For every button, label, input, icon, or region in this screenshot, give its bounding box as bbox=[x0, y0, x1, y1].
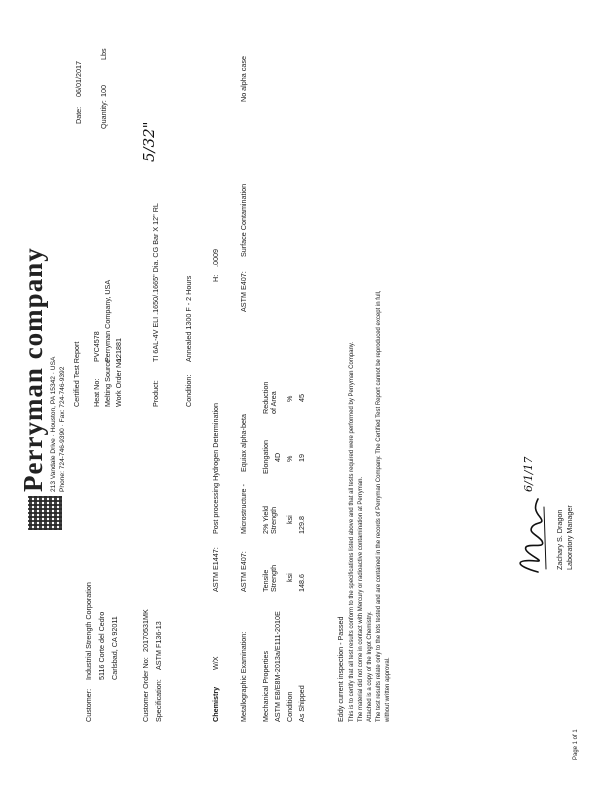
table-header: Reduction of Area bbox=[261, 381, 278, 414]
quantity-value: 100 bbox=[99, 85, 108, 97]
signature-image bbox=[508, 487, 558, 577]
chemistry-astm-label: ASTM E1447: bbox=[211, 547, 220, 592]
table-cell: 129.8 bbox=[297, 516, 306, 534]
table-header: Elongation bbox=[261, 440, 270, 474]
handwritten-size-note: 5/32" bbox=[140, 121, 158, 162]
surface-astm-label: ASTM E407: bbox=[239, 271, 248, 312]
approval-note: without written approval. bbox=[385, 657, 391, 722]
mechanical-label: Mechanical Properties bbox=[261, 650, 270, 722]
metallographic-astm-label: ASTM E407: bbox=[239, 551, 248, 592]
table-header: Tensile Strength bbox=[261, 564, 278, 592]
customer-order-value: 20170531MK bbox=[141, 609, 150, 652]
table-header: 2% Yield Strength bbox=[261, 506, 278, 534]
date-value: 06/01/2017 bbox=[74, 61, 83, 97]
table-unit: ksi bbox=[285, 515, 294, 524]
ingot-chemistry-note: Attached is a copy of the Ingot Chemistry. bbox=[367, 611, 373, 722]
specification-label: Specification: bbox=[154, 679, 163, 722]
table-cell: 148.6 bbox=[297, 574, 306, 592]
hydrogen-determination: Post processing Hydrogen Determination bbox=[211, 402, 220, 534]
customer-label: Customer: bbox=[84, 688, 93, 722]
hydrogen-value: .0009 bbox=[211, 249, 220, 267]
chemistry-method: W/X bbox=[211, 656, 220, 670]
condition-value: Annealed 1300 F - 2 Hours bbox=[184, 275, 193, 362]
surface-contamination-value: No alpha case bbox=[239, 56, 248, 102]
table-cell: 45 bbox=[297, 394, 306, 402]
quantity-label: Quantity: bbox=[99, 100, 108, 129]
elongation-subhead: 4D bbox=[273, 452, 282, 462]
microstructure-label: Microstructure - bbox=[239, 484, 248, 534]
table-unit: % bbox=[285, 455, 294, 462]
date-label: Date: bbox=[74, 106, 83, 124]
specification-value: ASTM F136-13 bbox=[154, 621, 163, 670]
customer-order-label: Customer Order No: bbox=[141, 657, 150, 722]
doc-title: Certified Test Report bbox=[72, 341, 81, 407]
as-shipped-label: As Shipped bbox=[297, 685, 306, 722]
microstructure-value: Equiax alpha-beta bbox=[239, 414, 248, 472]
melting-source-value: Perryman Company, USA bbox=[103, 279, 112, 362]
work-order-value: 121881 bbox=[114, 338, 123, 362]
table-unit: ksi bbox=[285, 573, 294, 582]
heat-label: Heat No: bbox=[92, 378, 101, 407]
melting-source-label: Melting Source: bbox=[103, 357, 112, 407]
company-address: 213 Vandale Drive · Houston, PA 15342 · USA bbox=[50, 356, 57, 492]
signatory-name: Zachary S. Dragon bbox=[555, 509, 564, 570]
table-cell: 19 bbox=[297, 454, 306, 462]
company-phone-fax: Phone: 724-746-9390 · Fax: 724-746-9392 bbox=[59, 366, 66, 492]
customer-city: Carlsbad, CA 92011 bbox=[110, 616, 119, 680]
page-number: Page 1 of 1 bbox=[573, 729, 579, 760]
quantity-unit: Lbs bbox=[99, 48, 108, 60]
product-value: TI 6AL-4V ELI .1650/.1665" Dia. CG Bar X 12" RL bbox=[151, 203, 160, 362]
surface-contamination-label: Surface Contamination bbox=[239, 183, 248, 257]
condition-column-label: Condition bbox=[285, 691, 294, 722]
heat-value: PVC4578 bbox=[92, 331, 101, 362]
company-logo: Perryman company bbox=[18, 247, 48, 492]
condition-label: Condition: bbox=[184, 374, 193, 407]
signatory-title: Laboratory Manager bbox=[565, 505, 574, 570]
metallographic-label: Metallographic Examination: bbox=[239, 631, 248, 722]
qr-code-icon bbox=[28, 496, 62, 530]
customer-street: 5116 Corte del Cedro bbox=[97, 611, 106, 680]
records-note: The test results relate only to the lots tested and are contained in the records of Perryman Company. The Certified Test Report cannot be reproduced except in full, bbox=[376, 290, 382, 722]
certification-note: This is to certify that all test results conform to the specifications listed above and that all tests required were performed by Perryman Company. bbox=[349, 341, 355, 722]
mechanical-spec: ASTM E8/E8M-2013a/E111-2010E bbox=[273, 611, 282, 722]
chemistry-label: Chemistry bbox=[211, 686, 220, 722]
customer-name: Industrial Strength Corporation bbox=[84, 582, 93, 680]
table-unit: % bbox=[285, 395, 294, 402]
mercury-note: The material did not come in contact with Mercury or radioactive contamination at Perryman. bbox=[358, 476, 364, 722]
product-label: Product: bbox=[151, 380, 160, 407]
work-order-label: Work Order No: bbox=[114, 356, 123, 407]
signature-date: 6/1/17 bbox=[522, 456, 535, 492]
eddy-current-note: Eddy current inspection - Passed bbox=[336, 616, 345, 722]
hydrogen-label: H: bbox=[211, 274, 220, 282]
